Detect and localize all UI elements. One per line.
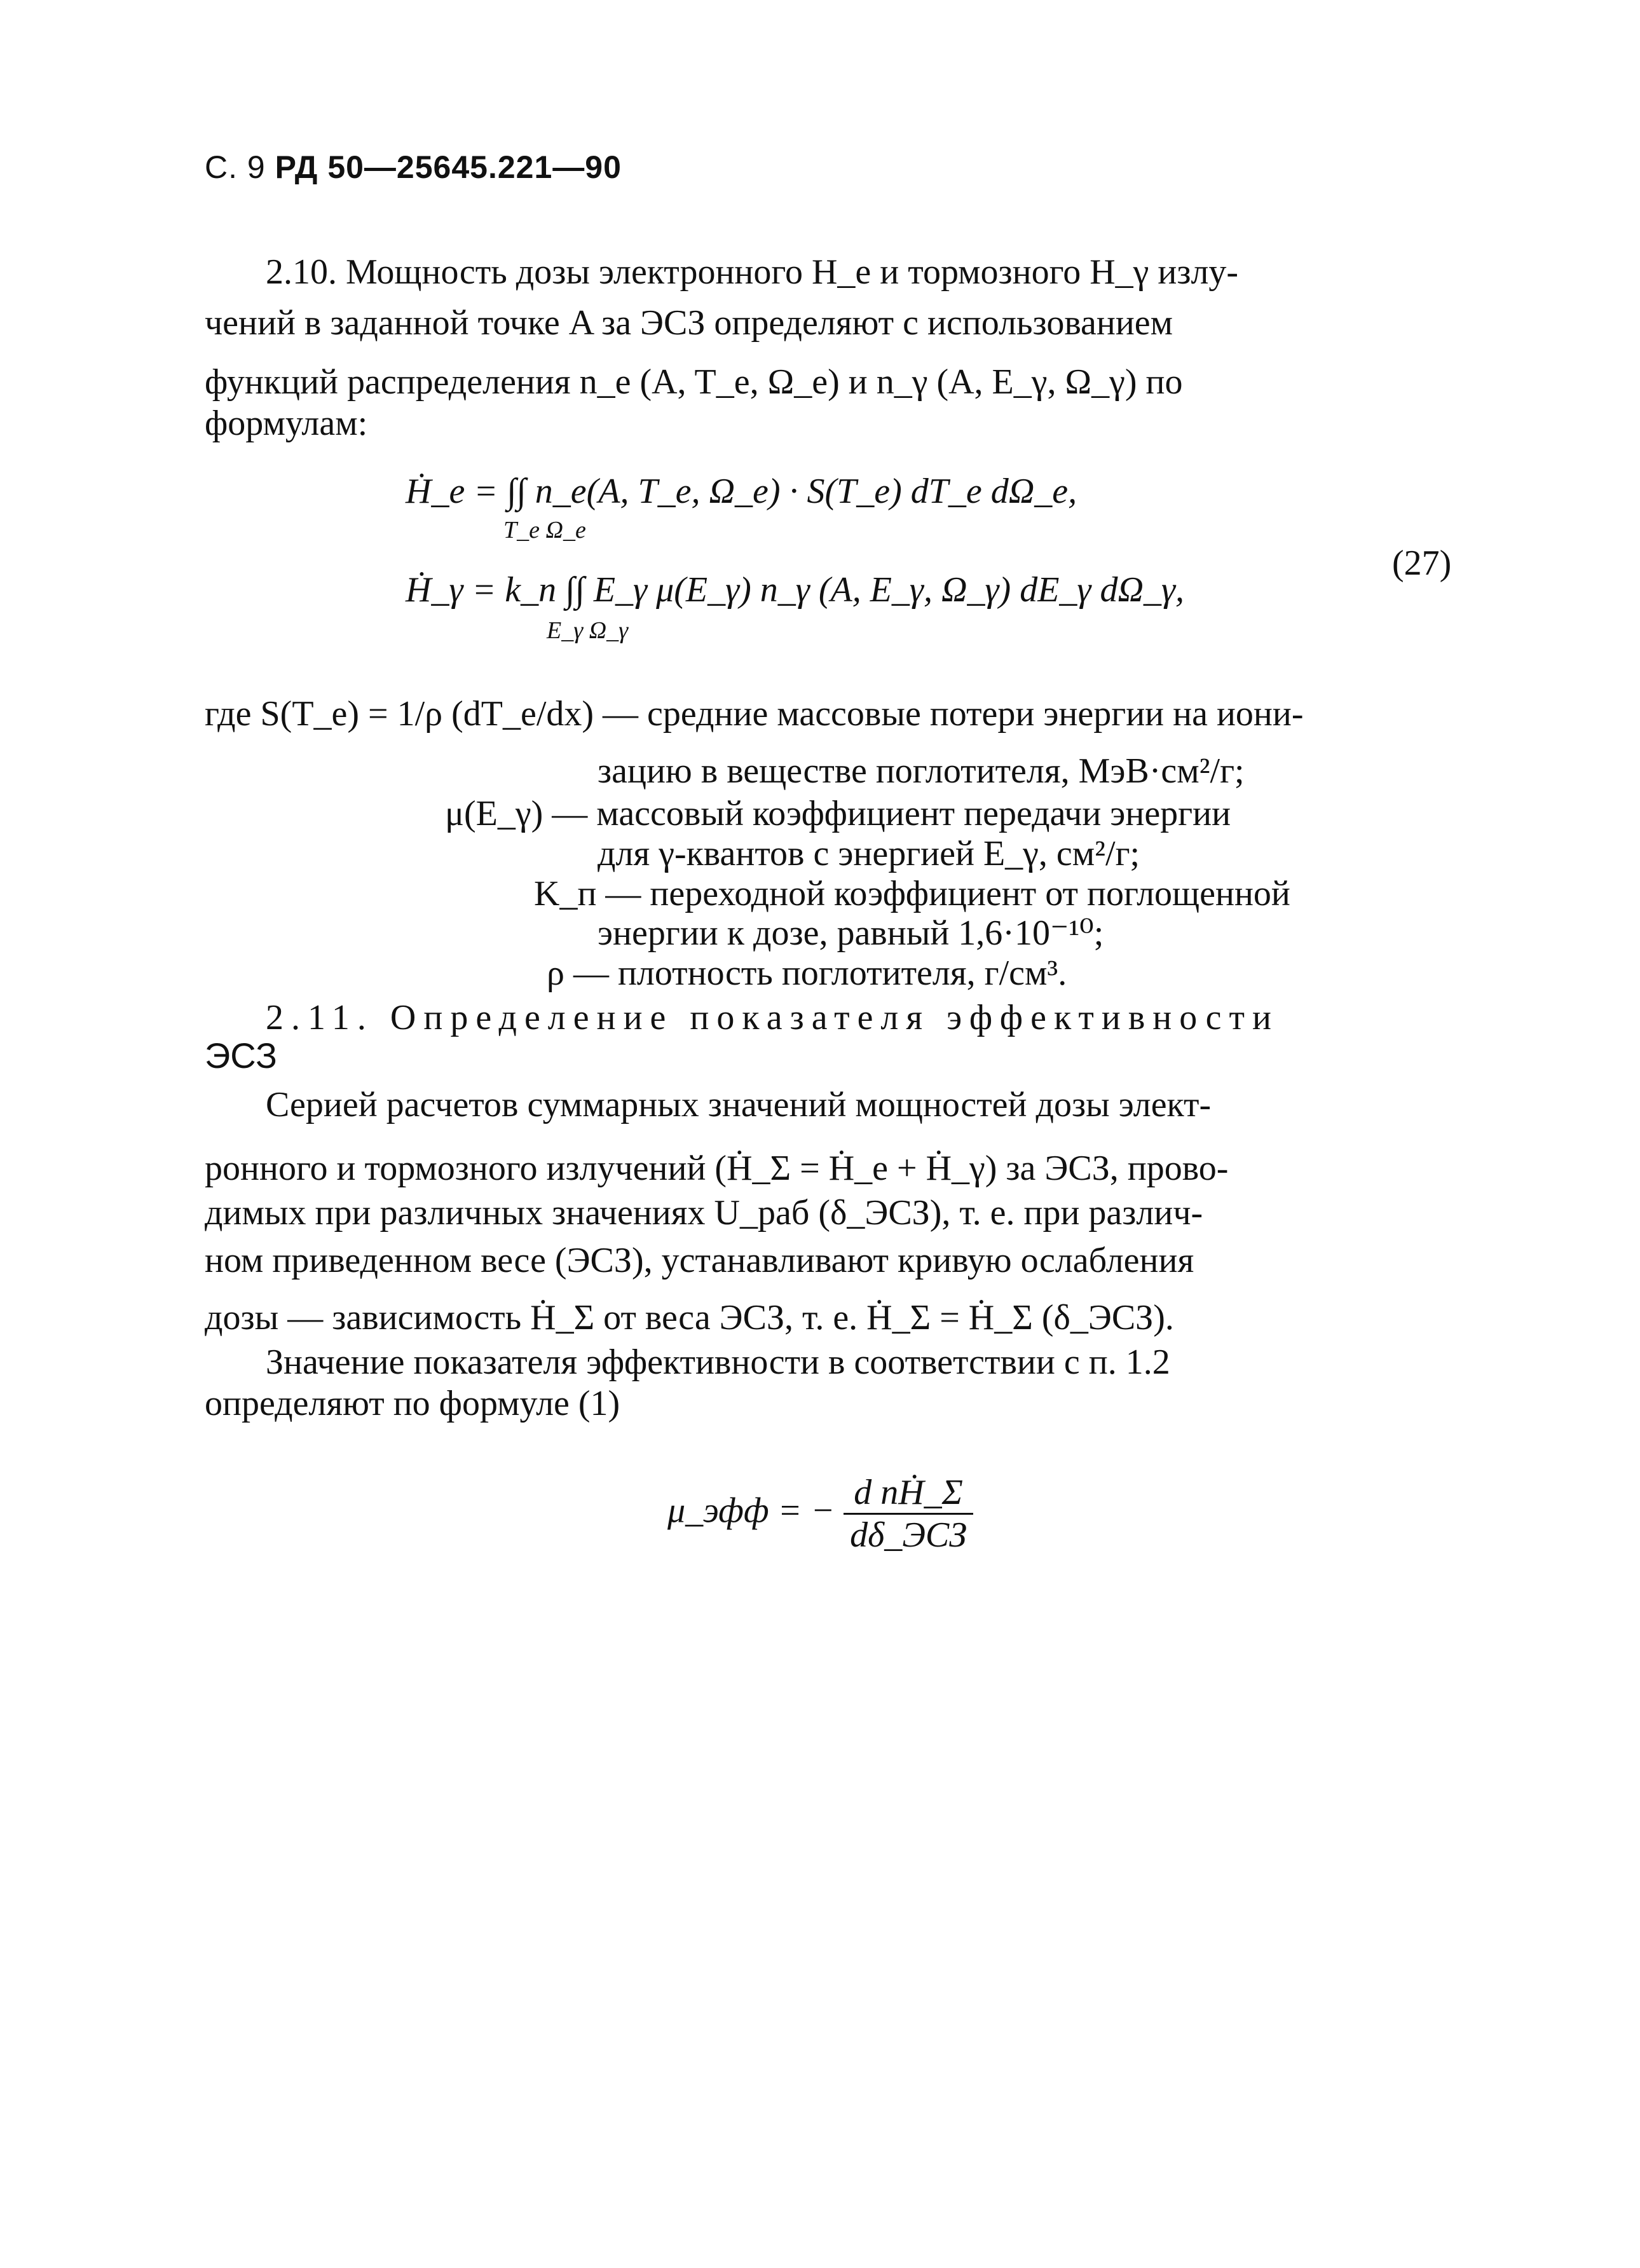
section-2-11-title-continued: ЭСЗ — [205, 1035, 277, 1076]
paragraph-2-11-line-1: Серией расчетов суммарных значений мощностей дозы элект- — [266, 1085, 1212, 1124]
equation-number: (27) — [1392, 543, 1452, 583]
paragraph-2-11-line-5: дозы — зависимость Ḣ_Σ от веса ЭСЗ, т. е. Ḣ_Σ = Ḣ_Σ (δ_ЭСЗ). — [205, 1298, 1174, 1337]
paragraph-2-11-line-3: димых при различных значениях U_раб (δ_ЭСЗ), т. е. при различ- — [205, 1193, 1203, 1233]
efficiency-formula-lhs: μ_эфф = − — [667, 1491, 835, 1531]
formula-27-eq-2: Ḣ_γ = k_п ∫∫ E_γ μ(E_γ) n_γ (A, E_γ, Ω_γ) dE_γ dΩ_γ, — [406, 570, 1185, 610]
formula-27-eq-1: Ḣ_e = ∫∫ n_e(A, T_e, Ω_e) · S(T_e) dT_e dΩ_e, — [406, 472, 1077, 511]
where-line-1: где S(T_e) = 1/ρ (dT_e/dx) — средние массовые потери энергии на иони- — [205, 694, 1304, 734]
page-header — [205, 151, 622, 183]
where-line-4: для γ-квантов с энергией E_γ, см²/г; — [598, 834, 1140, 873]
paragraph-2-10-line-4: формулам: — [205, 404, 368, 443]
efficiency-formula — [667, 1475, 973, 1553]
paragraph-2-10-line-3: функций распределения n_e (A, T_e, Ω_e) и n_γ (A, E_γ, Ω_γ) по — [205, 362, 1183, 402]
paragraph-2-11-line-2: ронного и тормозного излучений (Ḣ_Σ = Ḣ_e + Ḣ_γ) за ЭСЗ, прово- — [205, 1149, 1229, 1188]
efficiency-formula-fraction — [844, 1475, 973, 1553]
paragraph-2-11-line-6: Значение показателя эффективности в соответствии с п. 1.2 — [266, 1342, 1170, 1382]
where-line-2: зацию в веществе поглотителя, МэВ·см²/г; — [598, 751, 1245, 791]
page-number: С. 9 — [205, 149, 266, 185]
paragraph-2-11-line-7: определяют по формуле (1) — [205, 1384, 620, 1423]
paragraph-2-10-line-1: 2.10. Мощность дозы электронного H_e и тормозного H_γ излу- — [266, 252, 1239, 292]
document-code: РД 50—25645.221—90 — [275, 149, 622, 185]
efficiency-formula-denominator: dδ_ЭСЗ — [850, 1515, 967, 1555]
paragraph-2-11-line-4: ном приведенном весе (ЭСЗ), устанавливают кривую ослабления — [205, 1241, 1194, 1280]
formula-27-eq-2-limits: E_γ Ω_γ — [547, 617, 629, 644]
where-line-6: энергии к дозе, равный 1,6·10⁻¹⁰; — [598, 913, 1104, 953]
where-line-7: ρ — плотность поглотителя, г/см³. — [547, 953, 1067, 993]
paragraph-2-10-line-2: чений в заданной точке A за ЭСЗ определяют с использованием — [205, 303, 1173, 343]
section-2-11-title: 2.11. Определение показателя эффективности — [266, 998, 1279, 1037]
where-line-3: μ(E_γ) — массовый коэффициент передачи энергии — [445, 794, 1231, 833]
formula-27-eq-1-limits: T_e Ω_e — [503, 517, 586, 543]
where-line-5: K_п — переходной коэффициент от поглощенной — [534, 874, 1290, 913]
efficiency-formula-numerator: d пḢ_Σ — [844, 1475, 973, 1515]
